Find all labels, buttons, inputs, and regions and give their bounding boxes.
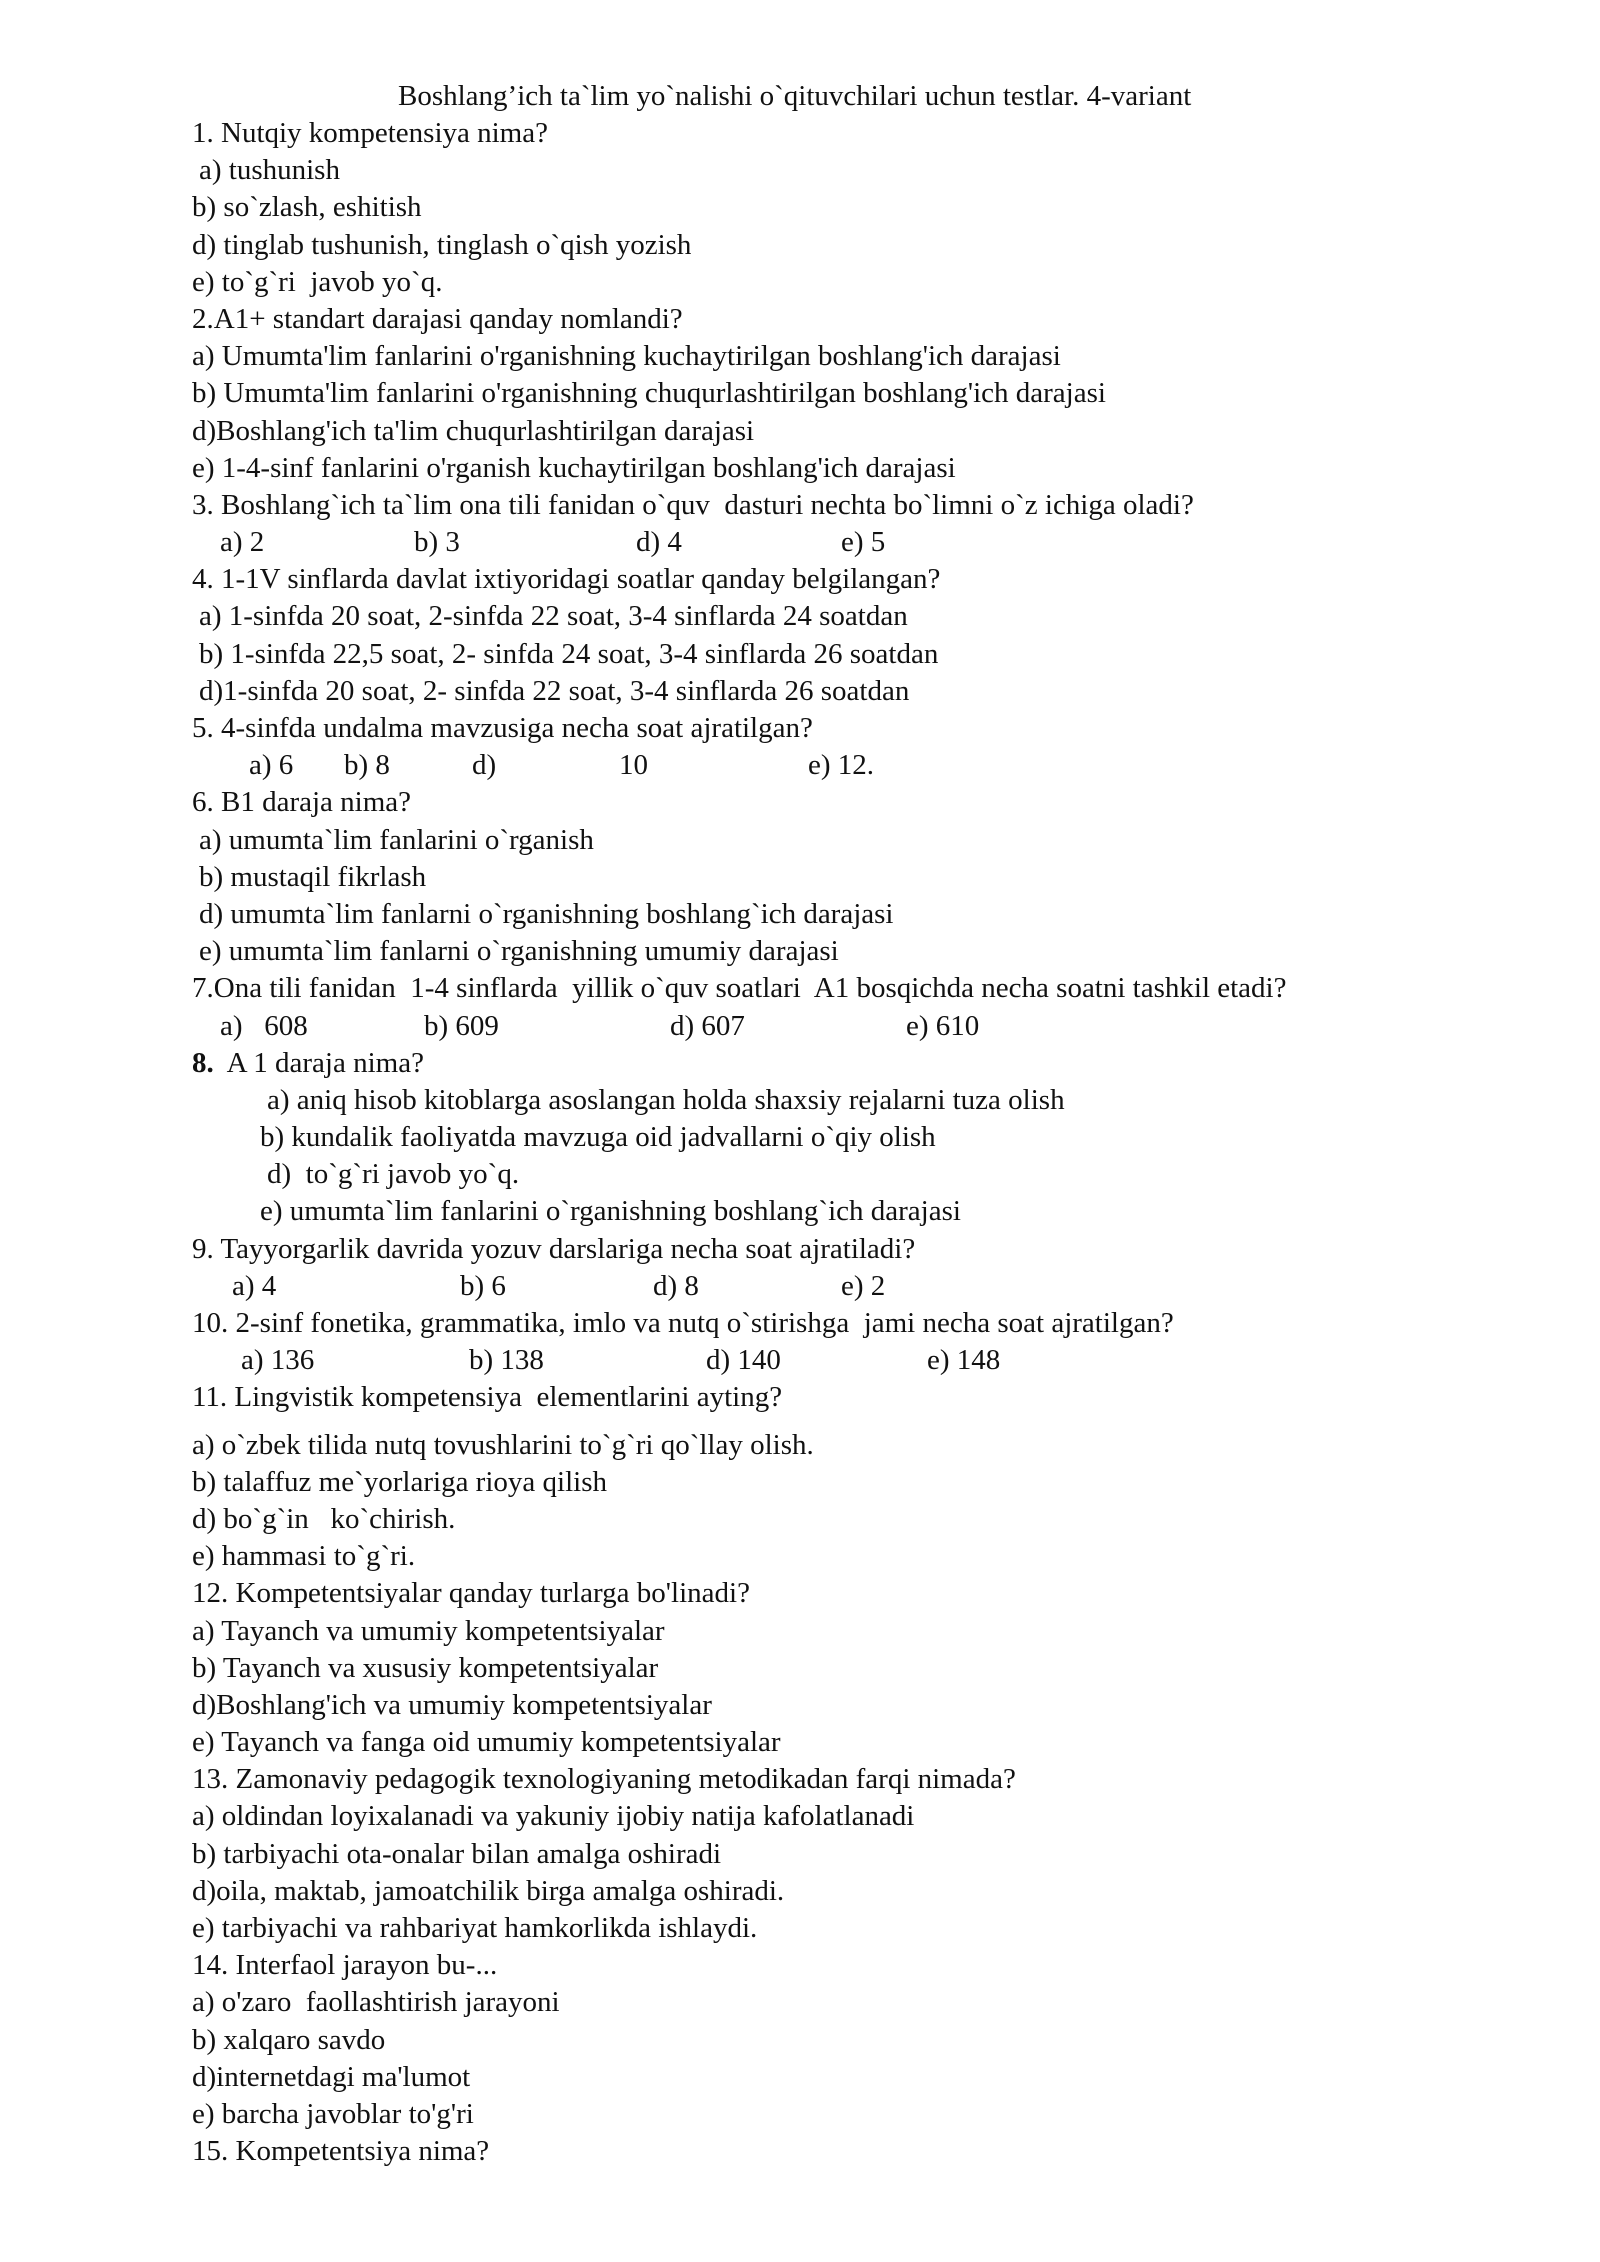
q7-options-row [192,1008,1492,1045]
q1-option-d: d) tinglab tushunish, tinglash o`qish yozish [192,228,692,261]
q13-option-b: b) tarbiyachi ota-onalar bilan amalga oshiradi [192,1837,722,1870]
q1-option-b: b) so`zlash, eshitish [192,191,422,224]
question-15: 15. Kompetentsiya nima? [192,2135,490,2168]
q12-option-b: b) Tayanch va xususiy kompetentsiyalar [192,1651,659,1684]
q3-option-e: e) 5 [841,526,886,559]
q10-option-a: a) 136 [241,1344,315,1377]
q13-option-a: a) oldindan loyixalanadi va yakuniy ijobiy natija kafolatlanadi [192,1800,915,1833]
q8-option-d: d) to`g`ri javob yo`q. [267,1158,520,1191]
question-8-text: A 1 daraja nima? [226,1046,424,1079]
q11-option-d: d) bo`g`in ko`chirish. [192,1502,456,1535]
question-4: 4. 1-1V sinflarda davlat ixtiyoridagi soatlar qanday belgilangan? [192,563,941,596]
question-3: 3. Boshlang`ich ta`lim ona tili fanidan o`quv dasturi nechta bo`limni o`z ichiga oladi? [192,488,1194,521]
q14-option-b: b) xalqaro savdo [192,2023,386,2056]
q8-option-b: b) kundalik faoliyatda mavzuga oid jadvallarni o`qiy olish [260,1121,936,1154]
question-8 [192,1045,1492,1082]
q2-option-a: a) Umumta'lim fanlarini o'rganishning kuchaytirilgan boshlang'ich darajasi [192,340,1061,373]
test-content [192,115,1492,2170]
q2-option-b: b) Umumta'lim fanlarini o'rganishning chuqurlashtirilgan boshlang'ich darajasi [192,377,1106,410]
q5-option-b: b) 8 [344,749,390,782]
q4-option-b: b) 1-sinfda 22,5 soat, 2- sinfda 24 soat, 3-4 sinflarda 26 soatdan [199,637,939,670]
q4-option-a: a) 1-sinfda 20 soat, 2-sinfda 22 soat, 3-4 sinflarda 24 soatdan [199,600,908,633]
page-title: Boshlang’ich ta`lim yo`nalishi o`qituvchilari uchun testlar. 4-variant [398,80,1192,112]
q9-option-d: d) 8 [653,1269,699,1302]
question-14: 14. Interfaol jarayon bu-... [192,1949,498,1982]
q2-option-e: e) 1-4-sinf fanlarini o'rganish kuchaytirilgan boshlang'ich darajasi [192,451,956,484]
q10-options-row [192,1342,1492,1379]
q3-option-b: b) 3 [414,526,460,559]
q9-option-a: a) 4 [232,1269,277,1302]
q3-options-row [192,524,1492,561]
q10-option-d: d) 140 [706,1344,781,1377]
question-13: 13. Zamonaviy pedagogik texnologiyaning metodikadan farqi nimada? [192,1763,1016,1796]
q13-option-e: e) tarbiyachi va rahbariyat hamkorlikda ishlaydi. [192,1912,758,1944]
q1-option-e: e) to`g`ri javob yo`q. [192,265,443,298]
question-10: 10. 2-sinf fonetika, grammatika, imlo va nutq o`stirishga jami necha soat ajratilgan? [192,1307,1174,1339]
q10-option-e: e) 148 [927,1344,1001,1377]
q5-option-d-value: 10 [619,749,648,782]
q7-option-e: e) 610 [906,1009,980,1042]
q7-option-d: d) 607 [670,1009,745,1042]
q6-option-b: b) mustaqil fikrlash [199,860,427,893]
q8-option-a: a) aniq hisob kitoblarga asoslangan holda shaxsiy rejalarni tuza olish [267,1083,1065,1116]
q12-option-d: d)Boshlang'ich va umumiy kompetentsiyalar [192,1688,712,1721]
q3-option-a: a) 2 [220,526,265,559]
q6-option-e: e) umumta`lim fanlarni o`rganishning umumiy darajasi [199,935,839,968]
q3-option-d: d) 4 [636,526,682,559]
question-9: 9. Tayyorgarlik davrida yozuv darslariga necha soat ajratiladi? [192,1232,916,1265]
q14-option-a: a) o'zaro faollashtirish jarayoni [192,1986,560,2019]
q6-option-a: a) umumta`lim fanlarini o`rganish [199,823,594,856]
q14-option-e: e) barcha javoblar to'g'ri [192,2097,474,2130]
q7-option-a: a) 608 [220,1009,308,1042]
question-12: 12. Kompetentsiyalar qanday turlarga bo'linadi? [192,1577,750,1610]
question-7: 7.Ona tili fanidan 1-4 sinflarda yillik o`quv soatlari A1 bosqichda necha soatni tashkil etadi? [192,972,1287,1005]
q5-option-a: a) 6 [249,749,294,782]
q7-option-b: b) 609 [424,1009,499,1042]
question-8-number: 8. [192,1046,214,1079]
q9-option-e: e) 2 [841,1269,886,1302]
q5-option-d: d) [472,749,497,782]
question-1: 1. Nutqiy kompetensiya nima? [192,117,548,149]
q11-option-b: b) talaffuz me`yorlariga rioya qilish [192,1465,607,1498]
question-2: 2.A1+ standart darajasi qanday nomlandi? [192,302,683,335]
q13-option-d: d)oila, maktab, jamoatchilik birga amalga oshiradi. [192,1874,785,1907]
q12-option-e: e) Tayanch va fanga oid umumiy kompetentsiyalar [192,1726,781,1759]
q6-option-d: d) umumta`lim fanlarni o`rganishning boshlang`ich darajasi [199,897,894,930]
q9-option-b: b) 6 [460,1269,506,1302]
question-6: 6. B1 daraja nima? [192,786,412,819]
q11-option-e: e) hammasi to`g`ri. [192,1540,416,1573]
q9-options-row [192,1268,1492,1305]
question-5: 5. 4-sinfda undalma mavzusiga necha soat ajratilgan? [192,712,813,744]
q8-option-e: e) umumta`lim fanlarini o`rganishning boshlang`ich darajasi [260,1195,961,1228]
q1-option-a: a) tushunish [199,154,340,187]
q10-option-b: b) 138 [469,1344,544,1377]
q4-option-d: d)1-sinfda 20 soat, 2- sinfda 22 soat, 3-4 sinflarda 26 soatdan [199,674,910,707]
q5-options-row [192,747,1492,784]
q5-option-e: e) 12. [808,749,875,782]
q11-option-a: a) o`zbek tilida nutq tovushlarini to`g`ri qo`llay olish. [192,1428,814,1461]
q12-option-a: a) Tayanch va umumiy kompetentsiyalar [192,1614,665,1647]
question-11: 11. Lingvistik kompetensiya elementlarini ayting? [192,1381,783,1414]
q2-option-d: d)Boshlang'ich ta'lim chuqurlashtirilgan darajasi [192,414,755,447]
q14-option-d: d)internetdagi ma'lumot [192,2060,471,2093]
